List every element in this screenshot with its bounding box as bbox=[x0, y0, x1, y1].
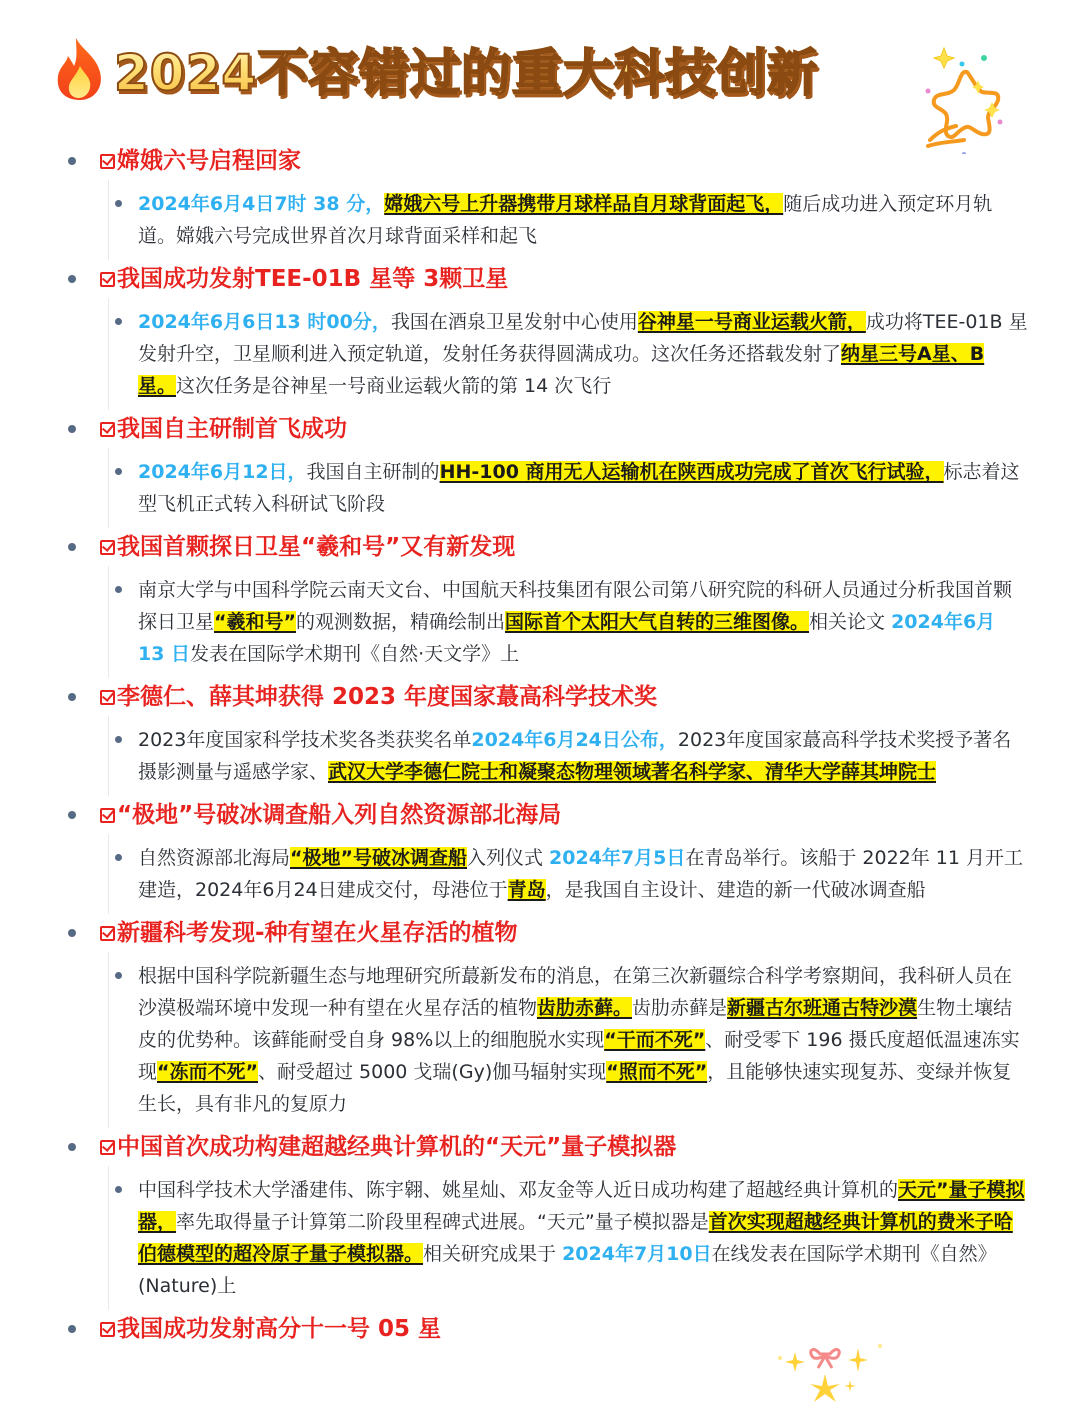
checkbox-icon bbox=[100, 926, 115, 941]
checkbox-icon bbox=[100, 272, 115, 287]
bullet-icon bbox=[68, 543, 76, 551]
section-paragraph: 南京大学与中国科学院云南天文台、中国航天科技集团有限公司第八研究院的科研人员通过分析我国首颗探日卫星“羲和号”的观测数据，精确绘制出国际首个太阳大气自转的三维图像。相关论文 2024年6月 13 日发表在国际学术期刊《自然·天文学》上 bbox=[109, 574, 1028, 670]
section-paragraph: 中国科学技术大学潘建伟、陈宇翱、姚星灿、邓友金等人近日成功构建了超越经典计算机的天元”量子模拟器，率先取得量子计算第二阶段里程碑式进展。“天元”量子模拟器是首次实现超越经典计算机的费米子哈伯德模型的超冷原子量子模拟器。相关研究成果于 2024年7月10日在线发表在国际学术期刊《自然》(Nature)上 bbox=[109, 1174, 1028, 1302]
bullet-icon bbox=[115, 1186, 122, 1193]
innovation-list bbox=[68, 142, 1028, 1348]
bullet-icon bbox=[115, 318, 122, 325]
page-title: 2024不容错过的重大科技创新 bbox=[114, 33, 818, 105]
bullet-icon bbox=[115, 200, 122, 207]
bullet-icon bbox=[68, 929, 76, 937]
fire-icon bbox=[52, 36, 108, 102]
section-paragraph: 2023年度国家科学技术奖各类获奖名单2024年6月24日公布，2023年度国家蕞高科学技术奖授予著名摄影测量与遥感学家、武汉大学李德仁院士和凝聚态物理领域著名科学家、清华大学薛其坤院士 bbox=[109, 724, 1028, 788]
section-xinjiang-moss bbox=[68, 914, 1028, 1128]
section-heading: 李德仁、薛其坤获得 2023 年度国家蕞高科学技术奖 bbox=[68, 678, 1028, 716]
checkbox-icon bbox=[100, 422, 115, 437]
bullet-icon bbox=[68, 425, 76, 433]
section-heading: 我国成功发射高分十一号 05 星 bbox=[68, 1310, 1028, 1348]
section-paragraph: 自然资源部北海局“极地”号破冰调查船入列仪式 2024年7月5日在青岛举行。该船于 2022年 11 月开工建造，2024年6月24日建成交付，母港位于青岛，是我国自主设计、建造的新一代破冰调查船 bbox=[109, 842, 1028, 906]
bullet-icon bbox=[115, 468, 122, 475]
section-heading: 我国成功发射TEE-01B 星等 3颗卫星 bbox=[68, 260, 1028, 298]
bullet-icon bbox=[115, 586, 122, 593]
bullet-icon bbox=[68, 1325, 76, 1333]
checkbox-icon bbox=[100, 540, 115, 555]
bullet-icon bbox=[115, 736, 122, 743]
checkbox-icon bbox=[100, 1140, 115, 1155]
checkbox-icon bbox=[100, 808, 115, 823]
section-hh-100 bbox=[68, 410, 1028, 528]
section-paragraph: 根据中国科学院新疆生态与地理研究所蕞新发布的消息，在第三次新疆综合科学考察期间，我科研人员在沙漠极端环境中发现一种有望在火星存活的植物齿肋赤藓。齿肋赤藓是新疆古尔班通古特沙漠生物土壤结皮的优势种。该藓能耐受自身 98%以上的细胞脱水实现“干而不死”、耐受零下 196 摄氏度超低温速冻实现“冻而不死”、耐受超过 5000 戈瑞(Gy)伽马辐射实现“照而不死”，且能够快速实现复苏、变绿并恢复生长，具有非凡的复原力 bbox=[109, 960, 1028, 1120]
section-tianyuan-quantum bbox=[68, 1128, 1028, 1310]
section-chang-e-6 bbox=[68, 142, 1028, 260]
page-header bbox=[52, 34, 818, 104]
section-heading: “极地”号破冰调查船入列自然资源部北海局 bbox=[68, 796, 1028, 834]
section-tee-01b bbox=[68, 260, 1028, 410]
bullet-icon bbox=[115, 972, 122, 979]
section-heading: 嫦娥六号启程回家 bbox=[68, 142, 1028, 180]
section-science-award bbox=[68, 678, 1028, 796]
section-paragraph: 2024年6月6日13 时00分，我国在酒泉卫星发射中心使用谷神星一号商业运载火箭，成功将TEE-01B 星发射升空，卫星顺利进入预定轨道，发射任务获得圆满成功。这次任务还搭载发射了纳星三号A星、B 星。这次任务是谷神星一号商业运载火箭的第 14 次飞行 bbox=[109, 306, 1028, 402]
bow-sparkle-decoration bbox=[770, 1340, 900, 1410]
section-heading: 中国首次成功构建超越经典计算机的“天元”量子模拟器 bbox=[68, 1128, 1028, 1166]
bullet-icon bbox=[68, 1143, 76, 1151]
bullet-icon bbox=[68, 811, 76, 819]
bullet-icon bbox=[68, 157, 76, 165]
checkbox-icon bbox=[100, 1322, 115, 1337]
bullet-icon bbox=[68, 693, 76, 701]
bullet-icon bbox=[68, 275, 76, 283]
checkbox-icon bbox=[100, 154, 115, 169]
section-heading: 我国首颗探日卫星“羲和号”又有新发现 bbox=[68, 528, 1028, 566]
section-paragraph: 2024年6月4日7时 38 分，嫦娥六号上升器携带月球样品自月球背面起飞，随后成功进入预定环月轨道。嫦娥六号完成世界首次月球背面采样和起飞 bbox=[109, 188, 1028, 252]
section-heading: 新疆科考发现-种有望在火星存活的植物 bbox=[68, 914, 1028, 952]
checkbox-icon bbox=[100, 690, 115, 705]
section-icebreaker bbox=[68, 796, 1028, 914]
section-paragraph: 2024年6月12日，我国自主研制的HH-100 商用无人运输机在陕西成功完成了首次飞行试验，标志着这型飞机正式转入科研试飞阶段 bbox=[109, 456, 1028, 520]
star-sparkle-decoration bbox=[892, 44, 1012, 154]
section-xihe bbox=[68, 528, 1028, 678]
bullet-icon bbox=[115, 854, 122, 861]
section-heading: 我国自主研制首飞成功 bbox=[68, 410, 1028, 448]
